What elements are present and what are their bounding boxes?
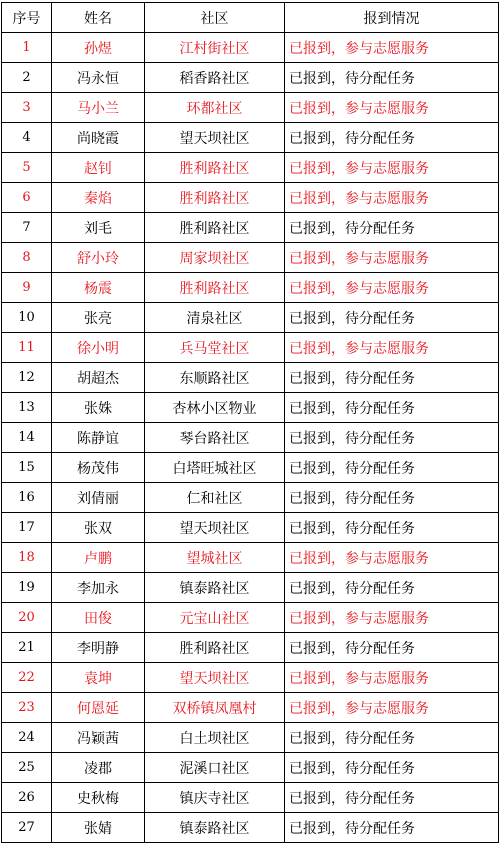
- cell-community: 镇泰路社区: [145, 573, 285, 603]
- cell-community: 稻香路社区: [145, 63, 285, 93]
- table-row: [2, 633, 499, 663]
- cell-name: 杨震: [52, 273, 145, 303]
- cell-no: 21: [2, 633, 52, 663]
- cell-no: 27: [2, 813, 52, 843]
- table-row: [2, 333, 499, 363]
- cell-no: 3: [2, 93, 52, 123]
- table-row: [2, 483, 499, 513]
- cell-community: 琴台路社区: [145, 423, 285, 453]
- cell-no: 8: [2, 243, 52, 273]
- cell-no: 2: [2, 63, 52, 93]
- table-header: [2, 3, 499, 33]
- cell-status: 已报到，待分配任务: [285, 783, 499, 813]
- cell-community: 白土坝社区: [145, 723, 285, 753]
- cell-name: 胡超杰: [52, 363, 145, 393]
- cell-status: 已报到，参与志愿服务: [285, 183, 499, 213]
- cell-status: 已报到，待分配任务: [285, 423, 499, 453]
- cell-status: 已报到，待分配任务: [285, 63, 499, 93]
- cell-name: 徐小明: [52, 333, 145, 363]
- table-row: [2, 213, 499, 243]
- cell-no: 10: [2, 303, 52, 333]
- cell-status: 已报到，待分配任务: [285, 453, 499, 483]
- cell-no: 1: [2, 33, 52, 63]
- cell-community: 泥溪口社区: [145, 753, 285, 783]
- cell-name: 凌郡: [52, 753, 145, 783]
- table-row: [2, 363, 499, 393]
- cell-community: 仁和社区: [145, 483, 285, 513]
- cell-community: 双桥镇凤凰村: [145, 693, 285, 723]
- cell-status: 已报到，参与志愿服务: [285, 693, 499, 723]
- table-row: [2, 543, 499, 573]
- cell-status: 已报到，待分配任务: [285, 813, 499, 843]
- cell-community: 元宝山社区: [145, 603, 285, 633]
- cell-community: 清泉社区: [145, 303, 285, 333]
- cell-status: 已报到，参与志愿服务: [285, 33, 499, 63]
- cell-status: 已报到，参与志愿服务: [285, 273, 499, 303]
- header-row: [2, 3, 499, 33]
- cell-no: 12: [2, 363, 52, 393]
- cell-no: 26: [2, 783, 52, 813]
- header-no: 序号: [2, 3, 52, 33]
- cell-no: 6: [2, 183, 52, 213]
- cell-no: 22: [2, 663, 52, 693]
- cell-status: 已报到，待分配任务: [285, 573, 499, 603]
- cell-community: 东顺路社区: [145, 363, 285, 393]
- cell-name: 舒小玲: [52, 243, 145, 273]
- cell-no: 7: [2, 213, 52, 243]
- cell-status: 已报到，待分配任务: [285, 363, 499, 393]
- cell-no: 4: [2, 123, 52, 153]
- cell-name: 李明静: [52, 633, 145, 663]
- cell-community: 镇庆寺社区: [145, 783, 285, 813]
- cell-name: 冯永恒: [52, 63, 145, 93]
- cell-no: 16: [2, 483, 52, 513]
- cell-community: 胜利路社区: [145, 183, 285, 213]
- cell-community: 镇泰路社区: [145, 813, 285, 843]
- cell-status: 已报到，待分配任务: [285, 393, 499, 423]
- cell-community: 望城社区: [145, 543, 285, 573]
- cell-no: 11: [2, 333, 52, 363]
- cell-name: 尚晓霞: [52, 123, 145, 153]
- table-row: [2, 753, 499, 783]
- cell-no: 19: [2, 573, 52, 603]
- cell-no: 18: [2, 543, 52, 573]
- table-row: [2, 813, 499, 843]
- cell-status: 已报到，待分配任务: [285, 213, 499, 243]
- cell-name: 何恩延: [52, 693, 145, 723]
- table-row: [2, 453, 499, 483]
- cell-name: 张双: [52, 513, 145, 543]
- table-row: [2, 603, 499, 633]
- cell-name: 秦焰: [52, 183, 145, 213]
- table-row: [2, 303, 499, 333]
- table-row: [2, 243, 499, 273]
- cell-no: 23: [2, 693, 52, 723]
- cell-community: 胜利路社区: [145, 213, 285, 243]
- cell-community: 胜利路社区: [145, 273, 285, 303]
- table-row: [2, 663, 499, 693]
- table-row: [2, 573, 499, 603]
- cell-no: 24: [2, 723, 52, 753]
- table-row: [2, 153, 499, 183]
- cell-no: 20: [2, 603, 52, 633]
- cell-no: 13: [2, 393, 52, 423]
- registration-table: [1, 2, 499, 843]
- cell-no: 5: [2, 153, 52, 183]
- table-row: [2, 693, 499, 723]
- cell-no: 17: [2, 513, 52, 543]
- cell-name: 孙煜: [52, 33, 145, 63]
- cell-name: 刘倩丽: [52, 483, 145, 513]
- cell-name: 刘毛: [52, 213, 145, 243]
- cell-community: 杏林小区物业: [145, 393, 285, 423]
- cell-community: 兵马堂社区: [145, 333, 285, 363]
- cell-community: 望天坝社区: [145, 123, 285, 153]
- cell-status: 已报到，待分配任务: [285, 483, 499, 513]
- cell-community: 周家坝社区: [145, 243, 285, 273]
- table-row: [2, 393, 499, 423]
- cell-name: 张亮: [52, 303, 145, 333]
- cell-community: 胜利路社区: [145, 633, 285, 663]
- header-status: 报到情况: [285, 3, 499, 33]
- cell-community: 江村街社区: [145, 33, 285, 63]
- header-community: 社区: [145, 3, 285, 33]
- cell-status: 已报到，待分配任务: [285, 513, 499, 543]
- table-row: [2, 783, 499, 813]
- table-row: [2, 513, 499, 543]
- cell-status: 已报到，参与志愿服务: [285, 543, 499, 573]
- cell-name: 张姝: [52, 393, 145, 423]
- table-row: [2, 423, 499, 453]
- cell-community: 白塔旺城社区: [145, 453, 285, 483]
- cell-community: 望天坝社区: [145, 513, 285, 543]
- cell-status: 已报到，参与志愿服务: [285, 153, 499, 183]
- table-row: [2, 63, 499, 93]
- cell-no: 9: [2, 273, 52, 303]
- table-body: [2, 33, 499, 843]
- cell-community: 望天坝社区: [145, 663, 285, 693]
- cell-name: 田俊: [52, 603, 145, 633]
- cell-name: 张婧: [52, 813, 145, 843]
- cell-community: 环都社区: [145, 93, 285, 123]
- cell-name: 史秋梅: [52, 783, 145, 813]
- cell-name: 李加永: [52, 573, 145, 603]
- cell-name: 陈静谊: [52, 423, 145, 453]
- cell-no: 25: [2, 753, 52, 783]
- cell-name: 袁坤: [52, 663, 145, 693]
- cell-name: 冯颖茜: [52, 723, 145, 753]
- cell-status: 已报到，待分配任务: [285, 723, 499, 753]
- cell-status: 已报到，参与志愿服务: [285, 93, 499, 123]
- table-row: [2, 273, 499, 303]
- cell-name: 赵钊: [52, 153, 145, 183]
- cell-name: 卢鹏: [52, 543, 145, 573]
- table-row: [2, 183, 499, 213]
- cell-status: 已报到，待分配任务: [285, 633, 499, 663]
- cell-status: 已报到，参与志愿服务: [285, 333, 499, 363]
- cell-no: 15: [2, 453, 52, 483]
- cell-status: 已报到，参与志愿服务: [285, 663, 499, 693]
- cell-status: 已报到，参与志愿服务: [285, 603, 499, 633]
- cell-community: 胜利路社区: [145, 153, 285, 183]
- cell-name: 杨茂伟: [52, 453, 145, 483]
- table-row: [2, 93, 499, 123]
- cell-name: 马小兰: [52, 93, 145, 123]
- cell-status: 已报到，待分配任务: [285, 123, 499, 153]
- cell-status: 已报到，待分配任务: [285, 303, 499, 333]
- table-row: [2, 33, 499, 63]
- header-name: 姓名: [52, 3, 145, 33]
- cell-no: 14: [2, 423, 52, 453]
- cell-status: 已报到，参与志愿服务: [285, 243, 499, 273]
- table-row: [2, 123, 499, 153]
- cell-status: 已报到，待分配任务: [285, 753, 499, 783]
- table-row: [2, 723, 499, 753]
